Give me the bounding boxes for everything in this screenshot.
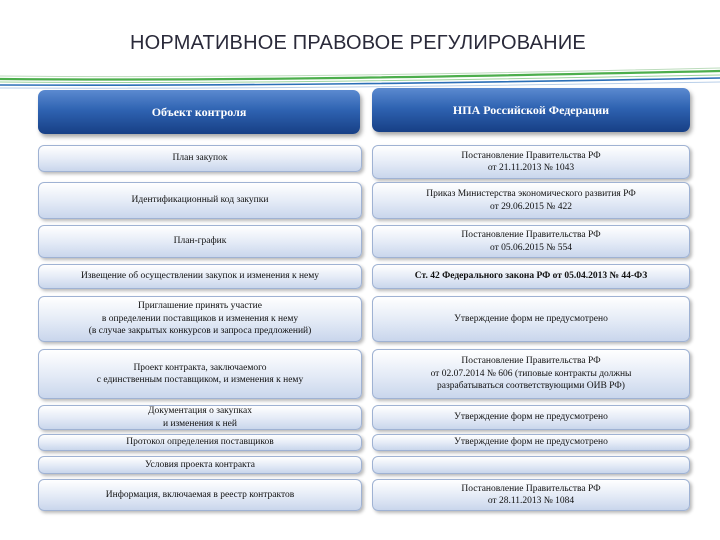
- npa-cell: Утверждение форм не предусмотрено: [372, 434, 690, 451]
- header-object-of-control: Объект контроля: [38, 90, 360, 134]
- control-object-cell: План-график: [38, 225, 362, 258]
- npa-cell: Приказ Министерства экономического развития РФ от 29.06.2015 № 422: [372, 182, 690, 219]
- page-title: НОРМАТИВНОЕ ПРАВОВОЕ РЕГУЛИРОВАНИЕ: [130, 32, 586, 54]
- npa-cell: Постановление Правительства РФ от 21.11.2013 № 1043: [372, 145, 690, 179]
- npa-cell-empty: [372, 456, 690, 474]
- control-object-cell: Извещение об осуществлении закупок и изменения к нему: [38, 264, 362, 289]
- control-object-cell: Приглашение принять участие в определении поставщиков и изменения к нему (в случае закрытых конкурсов и запроса предложений): [38, 296, 362, 342]
- npa-cell: Утверждение форм не предусмотрено: [372, 296, 690, 342]
- npa-cell: Постановление Правительства РФ от 05.06.2015 № 554: [372, 225, 690, 258]
- control-object-cell: Идентификационный код закупки: [38, 182, 362, 219]
- npa-cell: Постановление Правительства РФ от 28.11.2013 № 1084: [372, 479, 690, 511]
- npa-cell: Утверждение форм не предусмотрено: [372, 405, 690, 430]
- control-object-cell: Информация, включаемая в реестр контрактов: [38, 479, 362, 511]
- control-object-cell: План закупок: [38, 145, 362, 172]
- control-object-cell: Проект контракта, заключаемого с единственным поставщиком, и изменения к нему: [38, 349, 362, 399]
- npa-cell: Ст. 42 Федерального закона РФ от 05.04.2013 № 44-ФЗ: [372, 264, 690, 289]
- header-npa-rf: НПА Российской Федерации: [372, 88, 690, 132]
- control-object-cell: Протокол определения поставщиков: [38, 434, 362, 451]
- npa-cell: Постановление Правительства РФ от 02.07.2014 № 606 (типовые контракты должны разрабатываться соответствующими ОИВ РФ): [372, 349, 690, 399]
- control-object-cell: Документация о закупках и изменения к ней: [38, 405, 362, 430]
- control-object-cell: Условия проекта контракта: [38, 456, 362, 474]
